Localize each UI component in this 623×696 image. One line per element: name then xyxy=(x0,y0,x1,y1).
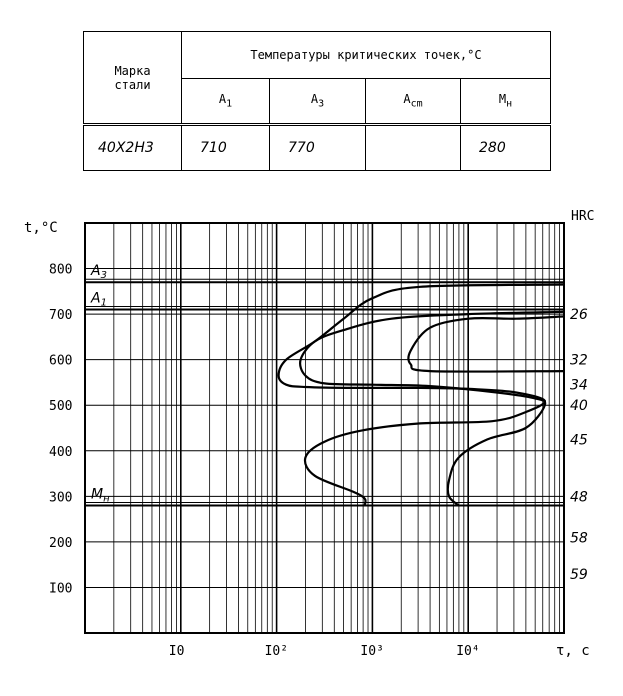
mn-value-cell: 280 xyxy=(461,125,551,171)
x-tick-label: I0³ xyxy=(360,644,384,659)
y-tick-label: I00 xyxy=(49,581,73,597)
hrc-label: 45 xyxy=(570,432,588,449)
y-tick-label: 700 xyxy=(49,308,73,324)
y-tick-label: 400 xyxy=(49,444,73,460)
hrc-label: 58 xyxy=(570,530,588,547)
hrc-label: 48 xyxy=(570,489,588,506)
mn-header-sub: н xyxy=(506,98,513,110)
hrc-label: 32 xyxy=(570,352,588,369)
critical-temperatures-header: Температуры критических точек,°С xyxy=(182,32,551,79)
y-tick-label: 300 xyxy=(49,490,73,506)
steel-grade-cell: 40X2H3 xyxy=(84,125,182,171)
x-tick-label: I0 xyxy=(168,644,185,659)
reference-label-A3: $A_3$ xyxy=(91,263,107,282)
reference-label-sub: 3 xyxy=(100,270,107,282)
hrc-label: 34 xyxy=(570,377,588,394)
x-tick-label: I0⁴ xyxy=(456,644,480,659)
x-axis-label: τ, с xyxy=(556,643,590,659)
reference-label-sub: 1 xyxy=(100,297,107,309)
a1-value-cell: 710 xyxy=(182,125,270,171)
hrc-label: 59 xyxy=(570,566,588,583)
steel-grade-header-line1: Марка xyxy=(114,63,151,78)
hrc-label: 40 xyxy=(570,398,588,415)
y-tick-label: 800 xyxy=(49,262,73,278)
mn-header-main: M xyxy=(498,92,507,107)
x-tick-label: I0² xyxy=(264,644,289,659)
hrc-label: 26 xyxy=(570,307,588,324)
transformation-curve-3 xyxy=(408,316,564,371)
a1-header-main: A xyxy=(218,92,227,107)
y-tick-label: 600 xyxy=(49,353,73,369)
acm-header-sub: cm xyxy=(410,98,423,110)
curves-layer xyxy=(279,285,564,506)
reference-label-Mн: $M_н$ xyxy=(91,486,110,505)
transformation-curve-2 xyxy=(300,312,564,506)
y-axis-label: t,°C xyxy=(24,220,58,236)
steel-grade-header-line2: стали xyxy=(114,77,151,92)
labels-layer xyxy=(49,263,588,659)
reference-label-sub: н xyxy=(103,493,110,505)
reference-label-A1: $A_1$ xyxy=(91,290,107,309)
a1-header-sub: 1 xyxy=(226,98,233,110)
y-tick-label: 200 xyxy=(49,535,73,551)
right-axis-label: HRC xyxy=(571,209,595,224)
a3-value-cell: 770 xyxy=(270,125,366,171)
acm-header-main: A xyxy=(403,92,411,107)
y-tick-label: 500 xyxy=(49,399,73,415)
a3-header-main: A xyxy=(310,92,319,107)
a3-header-sub: 3 xyxy=(318,98,325,110)
